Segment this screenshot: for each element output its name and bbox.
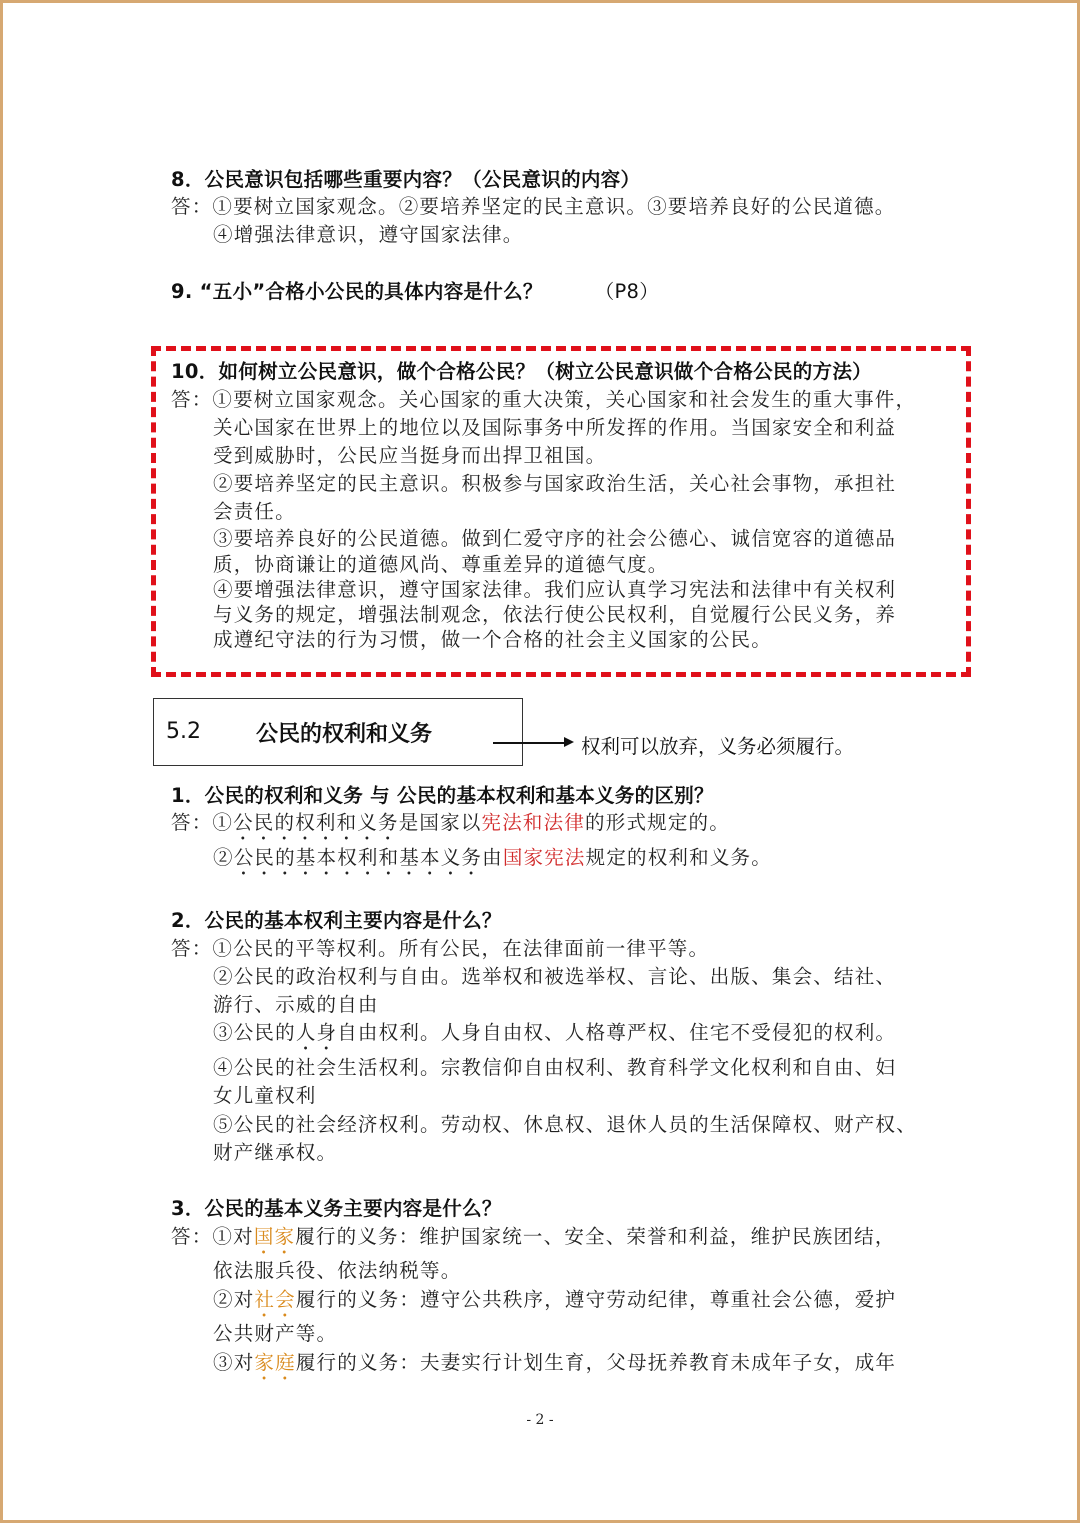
page-reference: （P8） xyxy=(594,280,660,303)
answer-text: 履行的义务：夫妻实行计划生育，父母抚养教育未成年子女，成年 xyxy=(295,1351,897,1374)
answer-text: 是国家以 xyxy=(398,811,482,834)
question-1-title: 1．公民的权利和义务 与 公民的基本权利和基本义务的区别？ xyxy=(171,784,714,807)
emphasized-term: 公民的基本权利和基本义务 xyxy=(233,846,483,869)
section-heading-box xyxy=(153,698,523,766)
answer-text: 履行的义务：维护国家统一、安全、荣誉和利益，维护民族团结， xyxy=(295,1225,896,1248)
emphasized-term: 人身 xyxy=(295,1021,338,1044)
answer-line: 会责任。 xyxy=(213,500,296,523)
answer-text: ③公民的 xyxy=(213,1021,296,1044)
question-9-text: 9. “五小”合格小公民的具体内容是什么？ xyxy=(171,280,543,303)
emphasized-term: 公民的权利和义务 xyxy=(233,811,399,834)
answer-line: 答：①要树立国家观念。关心国家的重大决策，关心国家和社会发生的重大事件， xyxy=(171,388,917,411)
answer-text: 规定的权利和义务。 xyxy=(585,846,772,869)
section-note: 权利可以放弃，义务必须履行。 xyxy=(581,735,855,758)
answer-line: ④要增强法律意识，遵守国家法律。我们应认真学习宪法和法律中有关权利 xyxy=(213,578,897,601)
answer-prefix: ②对 xyxy=(213,1288,255,1311)
answer-line xyxy=(171,810,730,845)
highlighted-term: 家庭 xyxy=(254,1351,296,1374)
answer-line: 依法服兵役、依法纳税等。 xyxy=(213,1259,462,1282)
answer-line: 质，协商谦让的道德风尚、尊重差异的道德气度。 xyxy=(213,553,669,576)
answer-line xyxy=(213,1020,896,1055)
answer-line: 答：①公民的平等权利。所有公民，在法律面前一律平等。 xyxy=(171,937,710,960)
question-10-title: 10．如何树立公民意识，做个合格公民？（树立公民意识做个合格公民的方法） xyxy=(171,360,872,383)
answer-line: ④公民的社会生活权利。宗教信仰自由权利、教育科学文化权利和自由、妇 xyxy=(213,1056,897,1079)
answer-line: 受到威胁时，公民应当挺身而出捍卫祖国。 xyxy=(213,444,607,467)
arrow-icon xyxy=(493,742,565,744)
answer-line: ④增强法律意识，遵守国家法律。 xyxy=(213,223,524,246)
question-8-title: 8．公民意识包括哪些重要内容？（公民意识的内容） xyxy=(171,168,641,191)
answer-prefix: ② xyxy=(213,846,234,869)
answer-line: 与义务的规定，增强法制观念，依法行使公民权利，自觉履行公民义务，养 xyxy=(213,603,897,626)
answer-line: ⑤公民的社会经济权利。劳动权、休息权、退休人员的生活保障权、财产权、 xyxy=(213,1113,917,1136)
section-number: 5.2 xyxy=(166,719,201,744)
page-number: - 2 - xyxy=(526,1412,554,1428)
question-3-title: 3．公民的基本义务主要内容是什么？ xyxy=(171,1197,502,1220)
question-9-title xyxy=(171,279,659,305)
section-title: 公民的权利和义务 xyxy=(256,722,433,747)
answer-line: 答：①要树立国家观念。②要培养坚定的民主意识。③要培养良好的公民道德。 xyxy=(171,195,896,218)
answer-line: 成遵纪守法的行为习惯，做一个合格的社会主义国家的公民。 xyxy=(213,628,772,651)
answer-line xyxy=(213,1350,896,1385)
answer-line: 公共财产等。 xyxy=(213,1322,338,1345)
answer-line xyxy=(213,1287,896,1322)
answer-line: 关心国家在世界上的地位以及国际事务中所发挥的作用。当国家安全和利益 xyxy=(213,416,897,439)
answer-line xyxy=(171,1224,896,1259)
answer-text: 自由权利。人身自由权、人格尊严权、住宅不受侵犯的权利。 xyxy=(337,1021,897,1044)
highlighted-term: 国家宪法 xyxy=(502,846,586,869)
answer-text: 履行的义务：遵守公共秩序，遵守劳动纪律，尊重社会公德，爱护 xyxy=(295,1288,897,1311)
question-2-title: 2．公民的基本权利主要内容是什么？ xyxy=(171,909,502,932)
answer-line: 游行、示威的自由 xyxy=(213,993,379,1016)
answer-line: 女儿童权利 xyxy=(213,1084,317,1107)
answer-prefix: 答：① xyxy=(171,811,234,834)
answer-line xyxy=(213,845,772,880)
answer-line: 财产继承权。 xyxy=(213,1141,338,1164)
answer-line: ②公民的政治权利与自由。选举权和被选举权、言论、出版、集会、结社、 xyxy=(213,965,897,988)
answer-prefix: 答：①对 xyxy=(171,1225,254,1248)
answer-text: 的形式规定的。 xyxy=(585,811,730,834)
highlighted-term: 社会 xyxy=(254,1288,296,1311)
answer-line: ③要培养良好的公民道德。做到仁爱守序的社会公德心、诚信宽容的道德品 xyxy=(213,527,897,550)
highlighted-term: 宪法和法律 xyxy=(481,811,586,834)
answer-line: ②要培养坚定的民主意识。积极参与国家政治生活，关心社会事物，承担社 xyxy=(213,472,897,495)
answer-text: 由 xyxy=(482,846,503,869)
highlighted-term: 国家 xyxy=(253,1225,296,1248)
answer-prefix: ③对 xyxy=(213,1351,255,1374)
